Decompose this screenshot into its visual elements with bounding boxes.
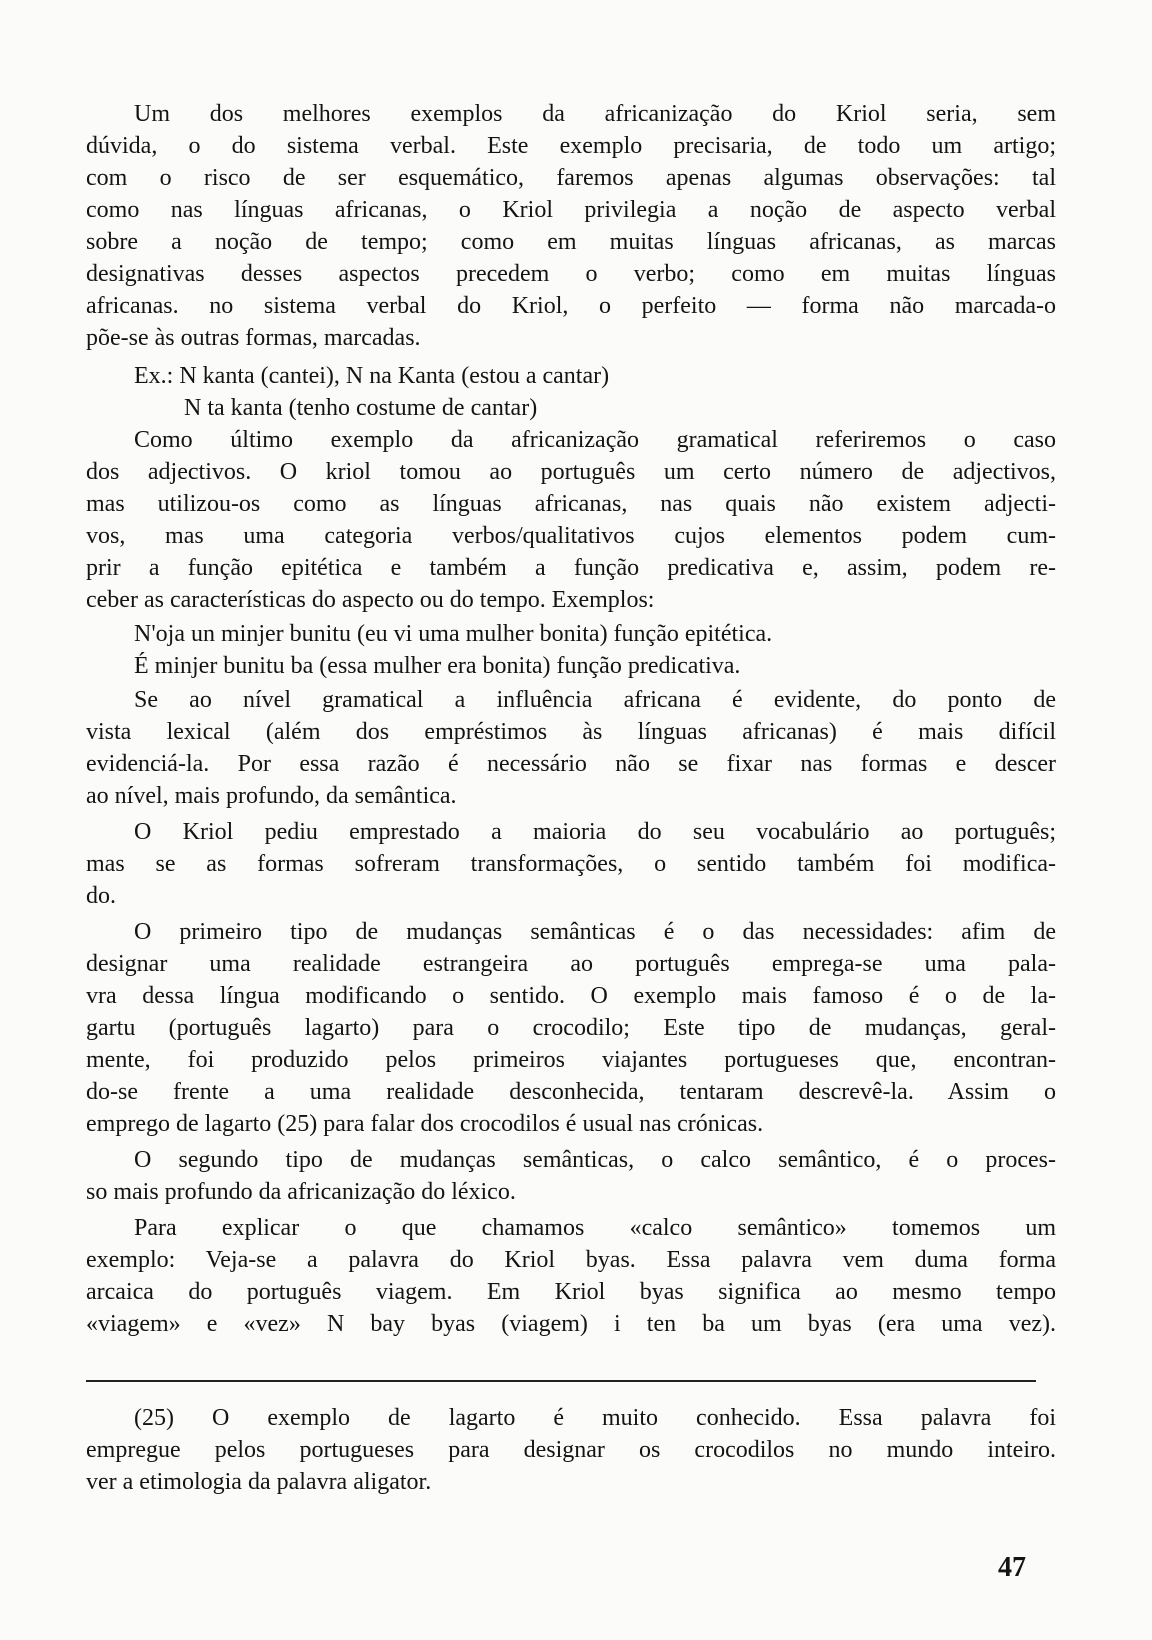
text-line: Se ao nível gramatical a influência africana é evidente, do ponto de	[134, 687, 1056, 713]
text-line: do.	[86, 883, 116, 909]
text-line: so mais profundo da africanização do léxico.	[86, 1179, 516, 1205]
text-line: Um dos melhores exemplos da africanização do Kriol seria, sem	[134, 101, 1056, 127]
text-line: designar uma realidade estrangeira ao português emprega-se uma pala-	[86, 951, 1056, 977]
text-line: como nas línguas africanas, o Kriol privilegia a noção de aspecto verbal	[86, 197, 1056, 223]
text-line: dúvida, o do sistema verbal. Este exemplo precisaria, de todo um artigo;	[86, 133, 1056, 159]
text-line: mas se as formas sofreram transformações, o sentido também foi modifica-	[86, 851, 1056, 877]
example-line: Ex.: N kanta (cantei), N na Kanta (estou a cantar)	[134, 363, 610, 389]
example-line: É minjer bunitu ba (essa mulher era bonita) função predicativa.	[134, 653, 741, 679]
text-line: evidenciá-la. Por essa razão é necessário não se fixar nas formas e descer	[86, 751, 1056, 777]
text-line: exemplo: Veja-se a palavra do Kriol byas. Essa palavra vem duma forma	[86, 1247, 1056, 1273]
text-line: vra dessa língua modificando o sentido. O exemplo mais famoso é o de la-	[86, 983, 1056, 1009]
text-line: ceber as características do aspecto ou do tempo. Exemplos:	[86, 587, 655, 613]
page-number: 47	[998, 1552, 1026, 1583]
footnote-line: ver a etimologia da palavra aligator.	[86, 1469, 432, 1495]
text-line: Para explicar o que chamamos «calco semântico» tomemos um	[134, 1215, 1056, 1241]
text-line: vos, mas uma categoria verbos/qualitativos cujos elementos podem cum-	[86, 523, 1056, 549]
text-line: dos adjectivos. O kriol tomou ao português um certo número de adjectivos,	[86, 459, 1056, 485]
text-line: arcaica do português viagem. Em Kriol byas significa ao mesmo tempo	[86, 1279, 1056, 1305]
text-line: emprego de lagarto (25) para falar dos crocodilos é usual nas crónicas.	[86, 1111, 764, 1137]
text-line: ao nível, mais profundo, da semântica.	[86, 783, 457, 809]
footnote-divider	[86, 1380, 1036, 1382]
text-line: O Kriol pediu emprestado a maioria do seu vocabulário ao português;	[134, 819, 1056, 845]
text-line: mas utilizou-os como as línguas africanas, nas quais não existem adjecti-	[86, 491, 1056, 517]
text-line: sobre a noção de tempo; como em muitas línguas africanas, as marcas	[86, 229, 1056, 255]
example-line: N ta kanta (tenho costume de cantar)	[184, 395, 538, 421]
footnote-line: (25) O exemplo de lagarto é muito conhecido. Essa palavra foi	[134, 1405, 1056, 1431]
text-line: Como último exemplo da africanização gramatical referiremos o caso	[134, 427, 1056, 453]
text-line: prir a função epitética e também a função predicativa e, assim, podem re-	[86, 555, 1056, 581]
text-line: do-se frente a uma realidade desconhecida, tentaram descrevê-la. Assim o	[86, 1079, 1056, 1105]
text-line: «viagem» e «vez» N bay byas (viagem) i ten ba um byas (era uma vez).	[86, 1311, 1056, 1337]
text-line: designativas desses aspectos precedem o verbo; como em muitas línguas	[86, 261, 1056, 287]
text-line: gartu (português lagarto) para o crocodilo; Este tipo de mudanças, geral-	[86, 1015, 1056, 1041]
footnote-line: empregue pelos portugueses para designar os crocodilos no mundo inteiro.	[86, 1437, 1056, 1463]
text-line: O primeiro tipo de mudanças semânticas é o das necessidades: afim de	[134, 919, 1056, 945]
example-line: N'oja un minjer bunitu (eu vi uma mulher bonita) função epitética.	[134, 621, 773, 647]
text-line: africanas. no sistema verbal do Kriol, o perfeito — forma não marcada-o	[86, 293, 1056, 319]
text-line: põe-se às outras formas, marcadas.	[86, 325, 421, 351]
text-line: vista lexical (além dos empréstimos às línguas africanas) é mais difícil	[86, 719, 1056, 745]
text-line: O segundo tipo de mudanças semânticas, o calco semântico, é o proces-	[134, 1147, 1056, 1173]
text-line: mente, foi produzido pelos primeiros viajantes portugueses que, encontran-	[86, 1047, 1056, 1073]
text-line: com o risco de ser esquemático, faremos apenas algumas observações: tal	[86, 165, 1056, 191]
